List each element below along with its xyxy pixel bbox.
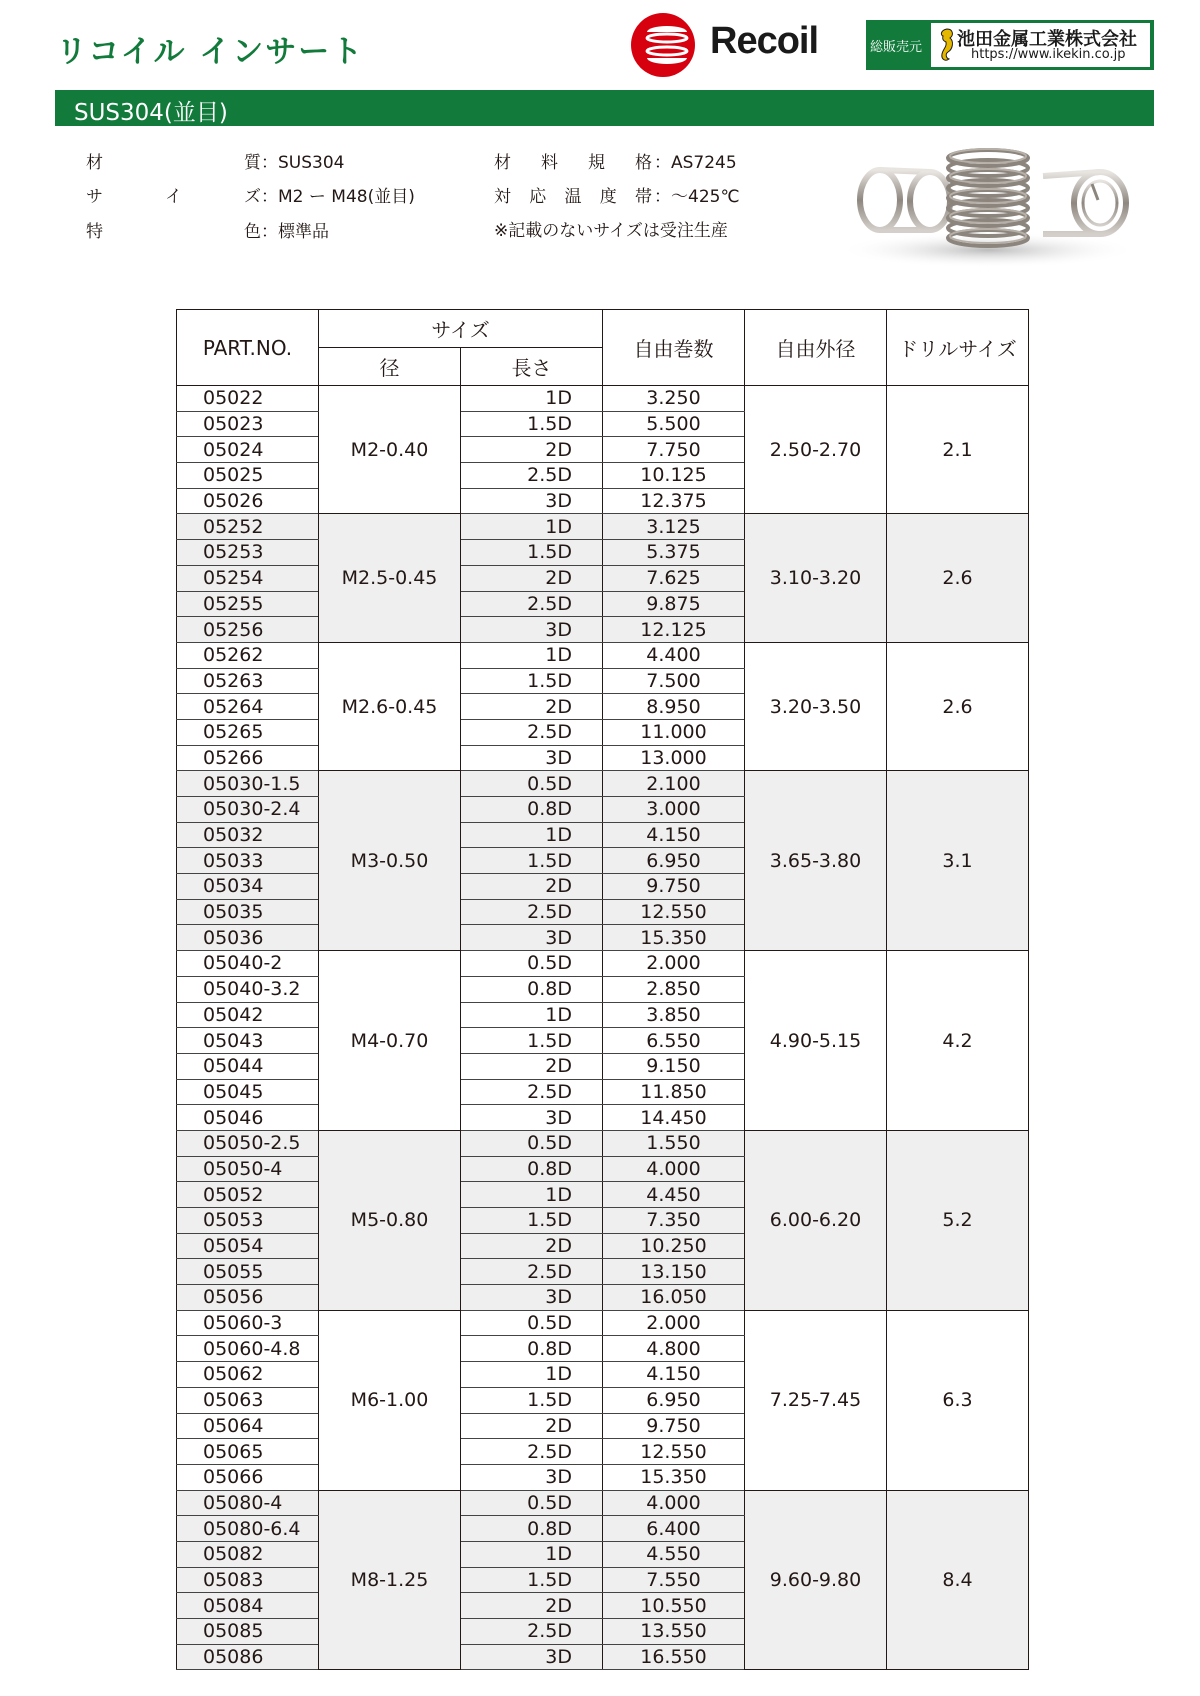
length-cell: 2D bbox=[461, 874, 603, 900]
free-coils-cell: 3.850 bbox=[603, 1002, 745, 1028]
free-coils-cell: 7.550 bbox=[603, 1567, 745, 1593]
free-coils-cell: 9.875 bbox=[603, 591, 745, 617]
header-drill-size: ドリルサイズ bbox=[887, 310, 1029, 386]
part-number-cell: 05025 bbox=[177, 463, 319, 489]
diameter-cell: M4-0.70 bbox=[319, 951, 461, 1131]
free-od-cell: 4.90-5.15 bbox=[745, 951, 887, 1131]
drill-size-cell: 6.3 bbox=[887, 1310, 1029, 1490]
spec-size-value: ：M2 ー M48(並目) bbox=[261, 187, 415, 207]
free-od-cell: 6.00-6.20 bbox=[745, 1130, 887, 1310]
length-cell: 3D bbox=[461, 1464, 603, 1490]
length-cell: 2D bbox=[461, 1053, 603, 1079]
length-cell: 2D bbox=[461, 1413, 603, 1439]
part-number-cell: 05265 bbox=[177, 719, 319, 745]
free-coils-cell: 7.350 bbox=[603, 1208, 745, 1234]
length-cell: 0.5D bbox=[461, 1310, 603, 1336]
free-coils-cell: 14.450 bbox=[603, 1105, 745, 1131]
part-number-cell: 05060-4.8 bbox=[177, 1336, 319, 1362]
length-cell: 0.5D bbox=[461, 1130, 603, 1156]
length-cell: 1.5D bbox=[461, 1567, 603, 1593]
part-number-cell: 05033 bbox=[177, 848, 319, 874]
diameter-cell: M2.6-0.45 bbox=[319, 642, 461, 770]
table-row bbox=[177, 386, 1029, 412]
part-number-cell: 05266 bbox=[177, 745, 319, 771]
free-coils-cell: 4.000 bbox=[603, 1156, 745, 1182]
length-cell: 0.5D bbox=[461, 1490, 603, 1516]
table-row bbox=[177, 514, 1029, 540]
length-cell: 2.5D bbox=[461, 1619, 603, 1645]
free-od-cell: 3.20-3.50 bbox=[745, 642, 887, 770]
part-number-cell: 05255 bbox=[177, 591, 319, 617]
free-coils-cell: 11.850 bbox=[603, 1079, 745, 1105]
free-coils-cell: 12.550 bbox=[603, 899, 745, 925]
length-cell: 2D bbox=[461, 1233, 603, 1259]
header-free-coils: 自由巻数 bbox=[603, 310, 745, 386]
free-coils-cell: 5.500 bbox=[603, 411, 745, 437]
spec-material-label: 材 質 bbox=[86, 153, 261, 173]
free-coils-cell: 10.125 bbox=[603, 463, 745, 489]
part-number-cell: 05050-2.5 bbox=[177, 1130, 319, 1156]
table-row bbox=[177, 1130, 1029, 1156]
header-free-od: 自由外径 bbox=[745, 310, 887, 386]
free-od-cell: 3.65-3.80 bbox=[745, 771, 887, 951]
size-group bbox=[177, 386, 1029, 514]
part-number-cell: 05256 bbox=[177, 617, 319, 643]
length-cell: 0.8D bbox=[461, 797, 603, 823]
free-coils-cell: 2.850 bbox=[603, 976, 745, 1002]
part-number-cell: 05263 bbox=[177, 668, 319, 694]
distributor-badge bbox=[866, 20, 1154, 70]
header-part-no: PART.NO. bbox=[177, 310, 319, 386]
part-number-cell: 05064 bbox=[177, 1413, 319, 1439]
distributor-label: 総販売元 bbox=[870, 40, 923, 55]
free-od-cell: 2.50-2.70 bbox=[745, 386, 887, 514]
length-cell: 1D bbox=[461, 642, 603, 668]
page-title: リコイル インサート bbox=[56, 34, 365, 70]
free-coils-cell: 2.000 bbox=[603, 1310, 745, 1336]
length-cell: 2.5D bbox=[461, 719, 603, 745]
length-cell: 1D bbox=[461, 1182, 603, 1208]
drill-size-cell: 8.4 bbox=[887, 1490, 1029, 1670]
section-title: SUS304(並目) bbox=[74, 100, 228, 126]
part-number-cell: 05264 bbox=[177, 694, 319, 720]
length-cell: 2.5D bbox=[461, 591, 603, 617]
table-row bbox=[177, 951, 1029, 977]
free-coils-cell: 13.550 bbox=[603, 1619, 745, 1645]
free-coils-cell: 6.550 bbox=[603, 1028, 745, 1054]
free-coils-cell: 7.750 bbox=[603, 437, 745, 463]
spec-color-value: ：標準品 bbox=[261, 222, 329, 242]
free-coils-cell: 4.150 bbox=[603, 1362, 745, 1388]
length-cell: 1D bbox=[461, 1541, 603, 1567]
part-number-cell: 05252 bbox=[177, 514, 319, 540]
length-cell: 1.5D bbox=[461, 411, 603, 437]
drill-size-cell: 3.1 bbox=[887, 771, 1029, 951]
length-cell: 1D bbox=[461, 1362, 603, 1388]
free-coils-cell: 3.125 bbox=[603, 514, 745, 540]
length-cell: 1D bbox=[461, 1002, 603, 1028]
part-number-cell: 05042 bbox=[177, 1002, 319, 1028]
size-group bbox=[177, 771, 1029, 951]
part-number-cell: 05066 bbox=[177, 1464, 319, 1490]
part-number-cell: 05044 bbox=[177, 1053, 319, 1079]
header-diameter: 径 bbox=[319, 348, 461, 386]
free-coils-cell: 9.750 bbox=[603, 1413, 745, 1439]
part-number-cell: 05023 bbox=[177, 411, 319, 437]
part-number-cell: 05065 bbox=[177, 1439, 319, 1465]
section-banner bbox=[55, 90, 1154, 126]
drill-size-cell: 5.2 bbox=[887, 1130, 1029, 1310]
length-cell: 3D bbox=[461, 1285, 603, 1311]
length-cell: 1D bbox=[461, 386, 603, 412]
spec-size-label: サ イ ズ bbox=[86, 187, 261, 207]
spec-standard-value: ：AS7245 bbox=[654, 153, 737, 173]
part-number-cell: 05052 bbox=[177, 1182, 319, 1208]
part-number-cell: 05060-3 bbox=[177, 1310, 319, 1336]
length-cell: 0.8D bbox=[461, 1336, 603, 1362]
free-coils-cell: 4.150 bbox=[603, 822, 745, 848]
diameter-cell: M3-0.50 bbox=[319, 771, 461, 951]
part-number-cell: 05040-3.2 bbox=[177, 976, 319, 1002]
part-number-cell: 05024 bbox=[177, 437, 319, 463]
part-number-cell: 05036 bbox=[177, 925, 319, 951]
free-coils-cell: 6.950 bbox=[603, 1387, 745, 1413]
free-coils-cell: 2.000 bbox=[603, 951, 745, 977]
length-cell: 3D bbox=[461, 1644, 603, 1670]
length-cell: 2.5D bbox=[461, 1079, 603, 1105]
spec-table bbox=[176, 309, 1029, 1670]
length-cell: 2.5D bbox=[461, 1439, 603, 1465]
free-od-cell: 3.10-3.20 bbox=[745, 514, 887, 642]
part-number-cell: 05056 bbox=[177, 1285, 319, 1311]
size-group bbox=[177, 514, 1029, 642]
part-number-cell: 05045 bbox=[177, 1079, 319, 1105]
table-row bbox=[177, 642, 1029, 668]
part-number-cell: 05254 bbox=[177, 565, 319, 591]
free-coils-cell: 10.550 bbox=[603, 1593, 745, 1619]
part-number-cell: 05080-6.4 bbox=[177, 1516, 319, 1542]
header-size: サイズ bbox=[319, 310, 603, 348]
length-cell: 1.5D bbox=[461, 540, 603, 566]
header-length: 長さ bbox=[461, 348, 603, 386]
length-cell: 1.5D bbox=[461, 668, 603, 694]
spec-table-container bbox=[176, 309, 1029, 1670]
free-coils-cell: 16.550 bbox=[603, 1644, 745, 1670]
length-cell: 0.5D bbox=[461, 771, 603, 797]
part-number-cell: 05026 bbox=[177, 488, 319, 514]
part-number-cell: 05084 bbox=[177, 1593, 319, 1619]
part-number-cell: 05030-1.5 bbox=[177, 771, 319, 797]
length-cell: 3D bbox=[461, 925, 603, 951]
part-number-cell: 05055 bbox=[177, 1259, 319, 1285]
diameter-cell: M5-0.80 bbox=[319, 1130, 461, 1310]
length-cell: 0.5D bbox=[461, 951, 603, 977]
free-coils-cell: 3.250 bbox=[603, 386, 745, 412]
free-coils-cell: 9.750 bbox=[603, 874, 745, 900]
length-cell: 1D bbox=[461, 514, 603, 540]
spec-standard-label: 材 料 規 格 bbox=[494, 153, 652, 173]
diameter-cell: M2-0.40 bbox=[319, 386, 461, 514]
spec-material-value: ：SUS304 bbox=[261, 153, 345, 173]
free-coils-cell: 10.250 bbox=[603, 1233, 745, 1259]
free-coils-cell: 6.400 bbox=[603, 1516, 745, 1542]
length-cell: 3D bbox=[461, 488, 603, 514]
free-coils-cell: 4.000 bbox=[603, 1490, 745, 1516]
custom-order-note: ※記載のないサイズは受注生産 bbox=[494, 221, 728, 241]
free-coils-cell: 9.150 bbox=[603, 1053, 745, 1079]
length-cell: 0.8D bbox=[461, 976, 603, 1002]
free-coils-cell: 15.350 bbox=[603, 925, 745, 951]
spec-temperature-label: 対 応 温 度 帯 bbox=[494, 187, 652, 207]
part-number-cell: 05262 bbox=[177, 642, 319, 668]
recoil-mark-icon bbox=[628, 12, 698, 78]
part-number-cell: 05032 bbox=[177, 822, 319, 848]
table-row bbox=[177, 771, 1029, 797]
distributor-url[interactable]: https://www.ikekin.co.jp bbox=[971, 47, 1126, 62]
part-number-cell: 05083 bbox=[177, 1567, 319, 1593]
part-number-cell: 05054 bbox=[177, 1233, 319, 1259]
length-cell: 1.5D bbox=[461, 1028, 603, 1054]
part-number-cell: 05050-4 bbox=[177, 1156, 319, 1182]
length-cell: 3D bbox=[461, 745, 603, 771]
length-cell: 3D bbox=[461, 1105, 603, 1131]
free-coils-cell: 12.550 bbox=[603, 1439, 745, 1465]
part-number-cell: 05086 bbox=[177, 1644, 319, 1670]
length-cell: 0.8D bbox=[461, 1156, 603, 1182]
free-coils-cell: 3.000 bbox=[603, 797, 745, 823]
length-cell: 2.5D bbox=[461, 463, 603, 489]
part-number-cell: 05085 bbox=[177, 1619, 319, 1645]
free-coils-cell: 1.550 bbox=[603, 1130, 745, 1156]
free-coils-cell: 4.450 bbox=[603, 1182, 745, 1208]
drill-size-cell: 2.6 bbox=[887, 642, 1029, 770]
spec-temperature-value: ：～425℃ bbox=[654, 187, 740, 207]
spec-color-label: 特 色 bbox=[86, 222, 261, 242]
part-number-cell: 05053 bbox=[177, 1208, 319, 1234]
free-od-cell: 7.25-7.45 bbox=[745, 1310, 887, 1490]
free-coils-cell: 6.950 bbox=[603, 848, 745, 874]
distributor-company: 池田金属工業株式会社 bbox=[957, 29, 1137, 50]
length-cell: 2D bbox=[461, 565, 603, 591]
drill-size-cell: 4.2 bbox=[887, 951, 1029, 1131]
diameter-cell: M8-1.25 bbox=[319, 1490, 461, 1670]
free-coils-cell: 5.375 bbox=[603, 540, 745, 566]
length-cell: 2.5D bbox=[461, 1259, 603, 1285]
free-coils-cell: 13.000 bbox=[603, 745, 745, 771]
part-number-cell: 05022 bbox=[177, 386, 319, 412]
free-coils-cell: 12.125 bbox=[603, 617, 745, 643]
free-coils-cell: 8.950 bbox=[603, 694, 745, 720]
part-number-cell: 05040-2 bbox=[177, 951, 319, 977]
size-group bbox=[177, 1130, 1029, 1310]
size-group bbox=[177, 1310, 1029, 1490]
length-cell: 2.5D bbox=[461, 899, 603, 925]
free-coils-cell: 4.400 bbox=[603, 642, 745, 668]
drill-size-cell: 2.6 bbox=[887, 514, 1029, 642]
free-coils-cell: 7.625 bbox=[603, 565, 745, 591]
length-cell: 1.5D bbox=[461, 848, 603, 874]
length-cell: 2D bbox=[461, 694, 603, 720]
length-cell: 0.8D bbox=[461, 1516, 603, 1542]
size-group bbox=[177, 951, 1029, 1131]
size-group bbox=[177, 642, 1029, 770]
table-row bbox=[177, 1310, 1029, 1336]
free-od-cell: 9.60-9.80 bbox=[745, 1490, 887, 1670]
free-coils-cell: 2.100 bbox=[603, 771, 745, 797]
part-number-cell: 05063 bbox=[177, 1387, 319, 1413]
free-coils-cell: 15.350 bbox=[603, 1464, 745, 1490]
insert-coils-image bbox=[838, 138, 1142, 268]
length-cell: 2D bbox=[461, 1593, 603, 1619]
seahorse-icon bbox=[935, 27, 957, 63]
length-cell: 1.5D bbox=[461, 1208, 603, 1234]
distributor-panel bbox=[931, 23, 1150, 67]
table-row bbox=[177, 1490, 1029, 1516]
size-group bbox=[177, 1490, 1029, 1670]
free-coils-cell: 13.150 bbox=[603, 1259, 745, 1285]
part-number-cell: 05253 bbox=[177, 540, 319, 566]
part-number-cell: 05046 bbox=[177, 1105, 319, 1131]
recoil-logo bbox=[628, 12, 828, 78]
free-coils-cell: 4.800 bbox=[603, 1336, 745, 1362]
free-coils-cell: 7.500 bbox=[603, 668, 745, 694]
part-number-cell: 05080-4 bbox=[177, 1490, 319, 1516]
diameter-cell: M6-1.00 bbox=[319, 1310, 461, 1490]
length-cell: 1D bbox=[461, 822, 603, 848]
part-number-cell: 05035 bbox=[177, 899, 319, 925]
length-cell: 2D bbox=[461, 437, 603, 463]
length-cell: 1.5D bbox=[461, 1387, 603, 1413]
part-number-cell: 05062 bbox=[177, 1362, 319, 1388]
drill-size-cell: 2.1 bbox=[887, 386, 1029, 514]
length-cell: 3D bbox=[461, 617, 603, 643]
part-number-cell: 05082 bbox=[177, 1541, 319, 1567]
part-number-cell: 05034 bbox=[177, 874, 319, 900]
free-coils-cell: 12.375 bbox=[603, 488, 745, 514]
free-coils-cell: 4.550 bbox=[603, 1541, 745, 1567]
free-coils-cell: 16.050 bbox=[603, 1285, 745, 1311]
part-number-cell: 05030-2.4 bbox=[177, 797, 319, 823]
part-number-cell: 05043 bbox=[177, 1028, 319, 1054]
diameter-cell: M2.5-0.45 bbox=[319, 514, 461, 642]
free-coils-cell: 11.000 bbox=[603, 719, 745, 745]
recoil-wordmark: Recoil bbox=[710, 20, 819, 62]
